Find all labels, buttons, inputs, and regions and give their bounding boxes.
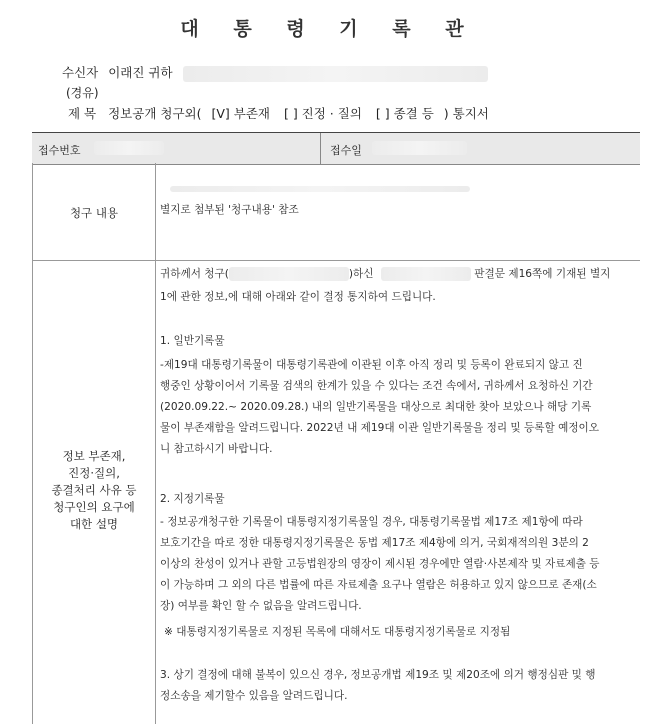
option-nonexistence: [V] 부존재 bbox=[211, 106, 270, 121]
note-line: ※ 대통령지정기록물로 지정된 목록에 대해서도 대통령지정기록물로 지정됨 bbox=[164, 626, 511, 638]
column-divider bbox=[155, 163, 156, 724]
text-line: 장) 여부를 확인 할 수 없음을 알려드립니다. bbox=[160, 600, 362, 612]
intro-text-b: )하신 bbox=[348, 268, 374, 280]
receipt-number-label: 접수번호 bbox=[38, 144, 81, 157]
recipient-label: 수신자 bbox=[62, 65, 99, 80]
subject-label: 제 목 bbox=[68, 106, 97, 121]
intro-text-c: 판결문 제16쪽에 기재된 별지 bbox=[474, 268, 611, 280]
subject-suffix: ) 통지서 bbox=[443, 106, 489, 121]
text-line: 물이 부존재함을 알려드립니다. 2022년 내 제19대 이관 일반기록물을 정리 및 등록할 예정이오 bbox=[160, 422, 600, 434]
section-1-body bbox=[160, 355, 599, 460]
intro-line-2: 1에 관한 정보,에 대해 아래와 같이 결정 통지하여 드립니다. bbox=[160, 291, 436, 303]
receipt-date-label: 접수일 bbox=[330, 144, 362, 157]
cell-divider bbox=[320, 133, 321, 164]
recipient-name: 이래진 귀하 bbox=[108, 65, 173, 80]
text-line: 정소송을 제기할수 있음을 알려드립니다. bbox=[160, 690, 348, 702]
redacted-block bbox=[229, 267, 349, 281]
text-line: 이상의 찬성이 있거나 관할 고등법원장의 영장이 제시된 경우에만 열람·사본제작 및 자료제출 등 bbox=[160, 558, 600, 570]
reason-label bbox=[33, 448, 155, 533]
redacted-block bbox=[94, 141, 164, 155]
section-1-title: 1. 일반기록물 bbox=[160, 335, 225, 347]
option-petition: [ ] 진정 · 질의 bbox=[283, 106, 362, 121]
option-closure: [ ] 종결 등 bbox=[375, 106, 434, 121]
text-line: 행중인 상황이어서 기록물 검색의 한계가 있을 수 있다는 조건 속에서, 귀하께서 요청하신 기간 bbox=[160, 380, 593, 392]
intro-text-a: 귀하께서 청구( bbox=[160, 268, 229, 280]
request-content-label: 청구 내용 bbox=[69, 206, 119, 220]
text-line: 보호기간을 따로 정한 대통령지정기록물은 동법 제17조 제4항에 의거, 국회재적의원 3분의 2 bbox=[160, 537, 589, 549]
reason-label-line: 대한 설명 bbox=[69, 517, 119, 531]
redacted-block bbox=[183, 66, 488, 82]
text-line: (2020.09.22.~ 2020.09.28.) 내의 일반기록물을 대상으로 최대한 찾아 보았으나 해당 기록 bbox=[160, 401, 592, 413]
text-line: - 정보공개청구한 기록물이 대통령지정기록물일 경우, 대통령기록물법 제17조 제1항에 따라 bbox=[160, 516, 583, 528]
table-border-left bbox=[32, 163, 33, 724]
intro-line-1 bbox=[160, 264, 610, 285]
recipient-line bbox=[62, 63, 488, 82]
section-2-title: 2. 지정기록물 bbox=[160, 493, 225, 505]
reason-label-line: 진정·질의, bbox=[68, 466, 120, 480]
text-line: -제19대 대통령기록물이 대통령기록관에 이관된 이후 아직 정리 및 등록이 완료되지 않고 진 bbox=[160, 359, 583, 371]
row-divider bbox=[32, 260, 640, 261]
subject-text: 정보공개 청구외( bbox=[108, 106, 202, 121]
text-line: 3. 상기 결정에 대해 불복이 있으신 경우, 정보공개법 제19조 및 제20조에 의거 행정심판 및 행 bbox=[160, 669, 596, 681]
section-2-body bbox=[160, 512, 600, 617]
document-title: 대 통 령 기 록 관 bbox=[180, 18, 478, 40]
reason-label-line: 종결처리 사유 등 bbox=[51, 483, 137, 497]
redacted-block bbox=[170, 186, 470, 192]
subject-line bbox=[68, 104, 489, 122]
reason-label-line: 정보 부존재, bbox=[62, 449, 126, 463]
request-content-text: 별지로 첨부된 '청구내용' 참조 bbox=[160, 204, 299, 216]
via-line: (경유) bbox=[66, 86, 99, 100]
redacted-block bbox=[381, 267, 471, 281]
reason-label-line: 청구인의 요구에 bbox=[53, 500, 135, 514]
text-line: 니 참고하시기 바랍니다. bbox=[160, 443, 273, 455]
redacted-block bbox=[372, 141, 467, 155]
section-3-body bbox=[160, 665, 596, 707]
text-line: 이 가능하며 그 외의 다른 법률에 따른 자료제출 요구나 열람은 허용하고 있지 않으므로 존재(소 bbox=[160, 579, 597, 591]
receipt-row bbox=[32, 132, 640, 165]
